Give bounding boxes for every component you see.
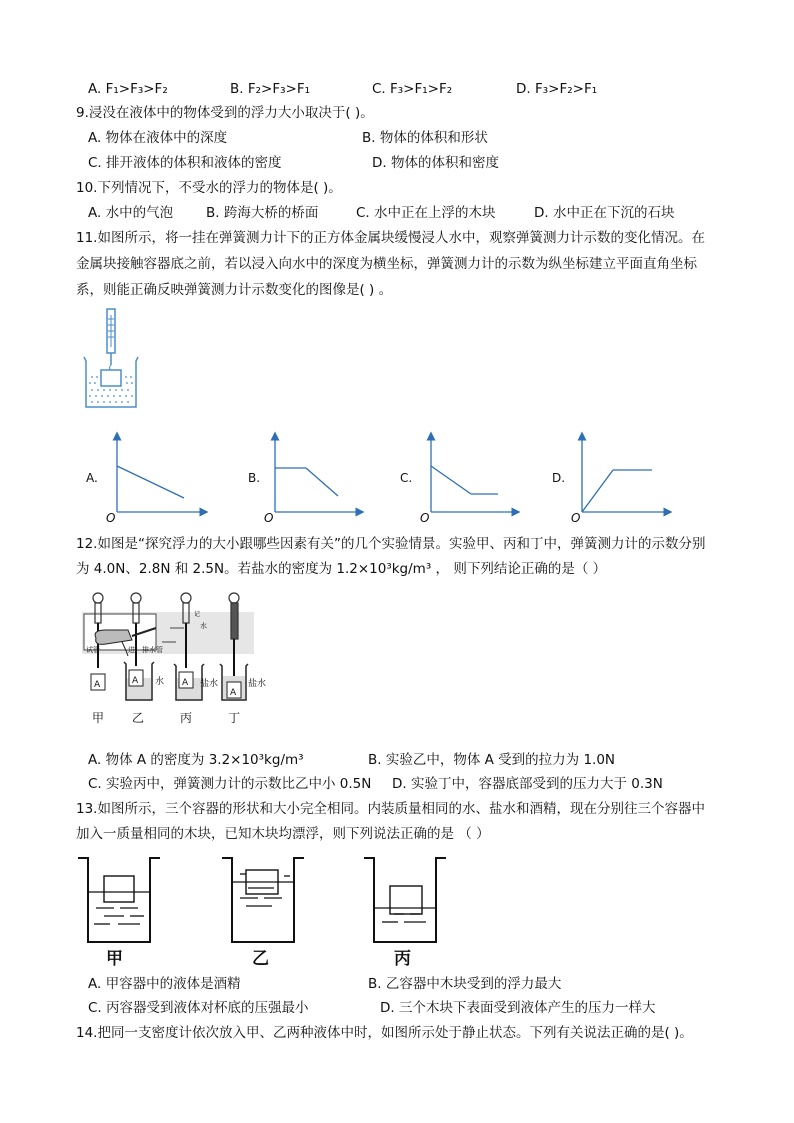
block-label: A bbox=[230, 688, 237, 698]
block-label: A bbox=[132, 676, 139, 686]
vessel-label-brine: 盐水 bbox=[200, 679, 219, 689]
graph-label-a: A. bbox=[86, 471, 98, 485]
origin-label: O bbox=[106, 511, 116, 522]
q10-option-c: C. 水中正在上浮的木块 bbox=[356, 205, 496, 221]
q12-option-c: C. 实验丙中，弹簧测力计的示数比乙中小 0.5N bbox=[88, 776, 372, 792]
q13-line-1: 13.如图所示，三个容器的形状和大小完全相同。内装质量相同的水、盐水和酒精，现在分别往三个容器中 bbox=[76, 801, 705, 817]
fig-label-yi: 乙 bbox=[252, 949, 269, 968]
q14-stem: 14.把同一支密度计依次放入甲、乙两种液体中时，如图所示处于静止状态。下列有关说法正确的是( )。 bbox=[76, 1025, 693, 1041]
q13-line-2: 加入一质量相同的木块，已知木块均漂浮，则下列说法正确的是 （ ） bbox=[76, 826, 490, 842]
block-label: A bbox=[182, 678, 189, 688]
q13-option-b: B. 乙容器中木块受到的浮力最大 bbox=[368, 976, 562, 992]
vessel-label-brine: 盐水 bbox=[248, 679, 267, 689]
fig-label-jia: 甲 bbox=[92, 711, 105, 725]
q9-option-a: A. 物体在液体中的深度 bbox=[88, 130, 228, 146]
q8-option-b: B. F₂>F₃>F₁ bbox=[230, 81, 310, 97]
q10-option-a: A. 水中的气泡 bbox=[88, 205, 174, 221]
q8-option-c: C. F₃>F₁>F₂ bbox=[372, 81, 453, 97]
q13-option-a: A. 甲容器中的液体是酒精 bbox=[88, 976, 241, 992]
block-label: A bbox=[94, 680, 101, 690]
q12-line-2: 为 4.0N、2.8N 和 2.5N。若盐水的密度为 1.2×10³kg/m³ ， 则下列结论正确的是（ ） bbox=[76, 561, 607, 577]
q9-option-b: B. 物体的体积和形状 bbox=[362, 130, 488, 146]
fig-label-bing: 丙 bbox=[180, 711, 193, 725]
three-containers-figure bbox=[74, 852, 454, 968]
graph-label-c: C. bbox=[400, 471, 413, 485]
vessel-label-water: 水 bbox=[155, 677, 165, 687]
q8-option-a: A. F₁>F₃>F₂ bbox=[88, 81, 168, 97]
svg-text:水: 水 bbox=[200, 622, 207, 630]
q8-option-d: D. F₃>F₂>F₁ bbox=[516, 81, 598, 97]
origin-label: O bbox=[571, 511, 581, 522]
fig-label-bing: 丙 bbox=[394, 949, 411, 968]
q12-option-d: D. 实验丁中，容器底部受到的压力大于 0.3N bbox=[392, 776, 663, 792]
drain-tube-label: 进、排水管 bbox=[128, 646, 163, 654]
svg-text:记: 记 bbox=[194, 611, 201, 618]
q12-line-1: 12.如图是“探究浮力的大小跟哪些因素有关”的几个实验情景。实验甲、丙和丁中，弹簧测力计的示数分别 bbox=[76, 536, 706, 552]
q11-graph-options bbox=[82, 430, 682, 522]
graph-label-b: B. bbox=[248, 471, 261, 485]
origin-label: O bbox=[420, 511, 430, 522]
fig-label-ding: 丁 bbox=[228, 711, 241, 725]
q9-stem: 9.浸没在液体中的物体受到的浮力大小取决于( )。 bbox=[76, 105, 374, 121]
graph-label-d: D. bbox=[552, 471, 566, 485]
q13-option-c: C. 丙容器受到液体对杯底的压强最小 bbox=[88, 1000, 309, 1016]
q10-stem: 10.下列情况下，不受水的浮力的物体是( )。 bbox=[76, 180, 342, 196]
fig-label-yi: 乙 bbox=[132, 711, 145, 725]
q9-option-d: D. 物体的体积和密度 bbox=[372, 155, 499, 171]
q13-option-d: D. 三个木块下表面受到液体产生的压力一样大 bbox=[380, 1000, 656, 1016]
origin-label: O bbox=[264, 511, 274, 522]
q12-option-b: B. 实验乙中，物体 A 受到的拉力为 1.0N bbox=[368, 752, 616, 768]
q10-option-b: B. 跨海大桥的桥面 bbox=[206, 205, 319, 221]
tube-label: 试管 bbox=[86, 646, 100, 654]
q11-line-2: 金属块接触容器底之前，若以浸入向水中的深度为横坐标，弹簧测力计的示数为纵坐标建立平面直角坐标 bbox=[76, 256, 697, 272]
q11-line-3: 系，则能正确反映弹簧测力计示数变化的图像是( ) 。 bbox=[76, 282, 393, 298]
q11-line-1: 11.如图所示，将一挂在弹簧测力计下的正方体金属块缓慢浸人水中，观察弹簧测力计示数的变化情况。在 bbox=[76, 230, 705, 246]
spring-scale-beaker-figure bbox=[80, 305, 140, 413]
q12-option-a: A. 物体 A 的密度为 3.2×10³kg/m³ bbox=[88, 752, 304, 768]
buoyancy-experiment-figure bbox=[82, 588, 282, 728]
q10-option-d: D. 水中正在下沉的石块 bbox=[534, 205, 675, 221]
q9-option-c: C. 排开液体的体积和液体的密度 bbox=[88, 155, 282, 171]
fig-label-jia: 甲 bbox=[106, 949, 123, 968]
